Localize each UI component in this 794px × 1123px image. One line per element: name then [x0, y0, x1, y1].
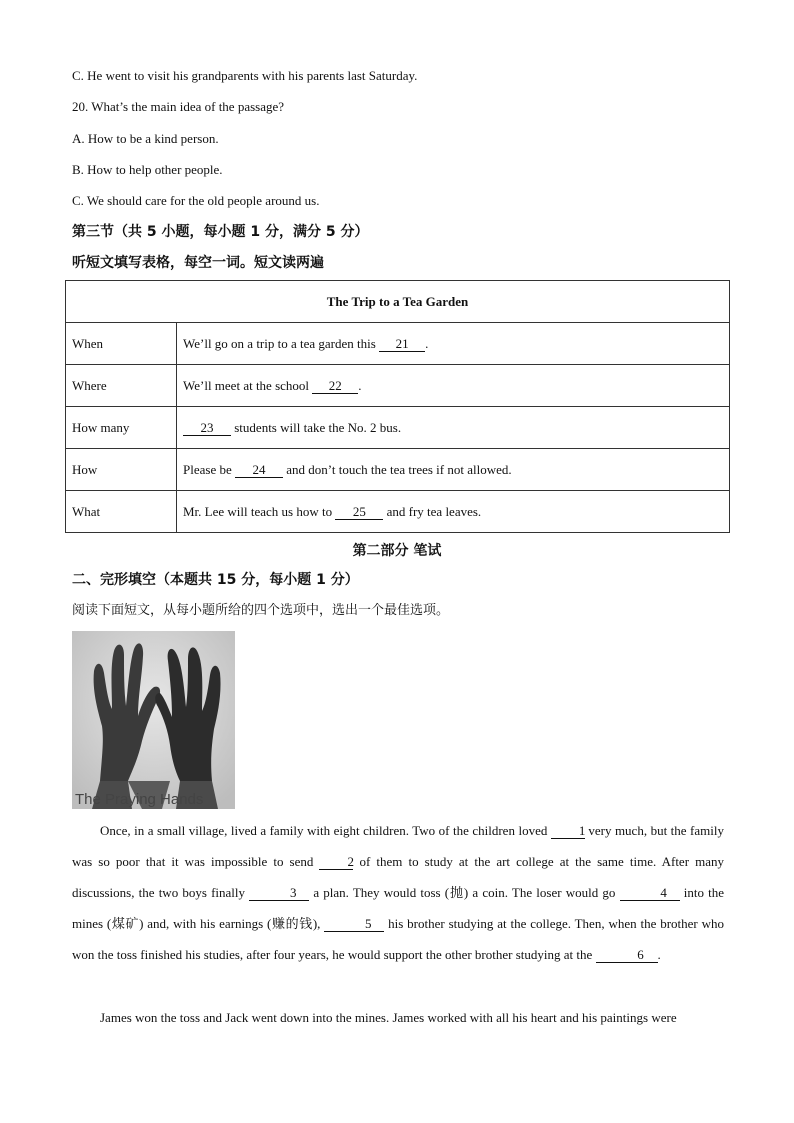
row-text-before: We’ll go on a trip to a tea garden this	[183, 335, 380, 351]
passage-text: James won the toss and Jack went down into the mines. James worked with all his heart and his paintings were	[100, 1010, 677, 1025]
praying-hands-icon	[72, 631, 235, 809]
passage-text: a plan. They would toss (抛) a coin. The loser would go	[309, 885, 620, 900]
blank-6[interactable]: 6	[596, 948, 658, 963]
row-text-after: and fry tea leaves.	[383, 503, 482, 519]
section3-instruction: 听短文填写表格，每空一词。短文读两遍	[72, 255, 324, 271]
row-text-before: We’ll meet at the school	[183, 377, 313, 393]
blank-24[interactable]: 24	[235, 463, 283, 478]
blank-2[interactable]: 2	[319, 855, 353, 870]
blank-23[interactable]: 23	[183, 421, 231, 436]
row-label: When	[66, 323, 177, 365]
row-label: How	[66, 449, 177, 491]
table-title: The Trip to a Tea Garden	[66, 281, 730, 323]
row-text-before: Please be	[183, 461, 235, 477]
row-text-after: students will take the No. 2 bus.	[231, 419, 402, 435]
passage-text: of them to study at the art college at the same time. After many discussions, the two boys finally	[72, 854, 724, 900]
blank-1[interactable]: 1	[551, 824, 585, 839]
blank-22[interactable]: 22	[312, 379, 358, 394]
passage-text: very much, but the family was so poor that it was impossible to send	[72, 823, 724, 869]
passage-text: .	[657, 947, 661, 962]
table-row	[66, 365, 730, 407]
figure-caption: The Praying Hands	[75, 791, 204, 808]
row-content	[177, 323, 730, 365]
row-label: What	[66, 491, 177, 533]
tea-garden-table	[65, 280, 730, 533]
option-c-q19: C. He went to visit his grandparents with his parents last Saturday.	[72, 68, 418, 83]
passage-text: Once, in a small village, lived a family with eight children. Two of the children loved	[100, 823, 551, 838]
table-title-row	[66, 281, 730, 323]
row-label: How many	[66, 407, 177, 449]
blank-25[interactable]: 25	[335, 505, 383, 520]
blank-4[interactable]: 4	[620, 886, 680, 901]
row-content	[177, 407, 730, 449]
blank-21[interactable]: 21	[379, 337, 425, 352]
blank-5[interactable]: 5	[324, 917, 384, 932]
table-row	[66, 407, 730, 449]
row-text-after: .	[425, 335, 429, 351]
blank-3[interactable]: 3	[249, 886, 309, 901]
question-20: 20. What’s the main idea of the passage?	[72, 99, 285, 114]
row-text-after: and don’t touch the tea trees if not allowed.	[282, 461, 512, 477]
table-row	[66, 449, 730, 491]
option-a-q20: A. How to be a kind person.	[72, 131, 219, 146]
passage-text: into the mines (煤矿) and, with his earnings (赚的钱),	[72, 885, 724, 931]
section3-heading: 第三节（共 5 小题，每小题 1 分，满分 5 分）	[72, 224, 369, 240]
cloze-instruction: 阅读下面短文，从每小题所给的四个选项中，选出一个最佳选项。	[72, 603, 450, 618]
option-b-q20: B. How to help other people.	[72, 162, 223, 177]
row-label: Where	[66, 365, 177, 407]
praying-hands-image	[72, 631, 235, 809]
row-text-after: .	[358, 377, 362, 393]
table-row	[66, 323, 730, 365]
row-content	[177, 491, 730, 533]
passage-text: his brother studying at the college. Then, when the brother who won the toss finished his studies, after four years, he would support the other brother studying at the	[72, 916, 724, 962]
passage-paragraph-1	[72, 815, 724, 970]
row-text-before: Mr. Lee will teach us how to	[183, 503, 336, 519]
passage-paragraph-2	[72, 1002, 724, 1033]
row-content	[177, 365, 730, 407]
table-row	[66, 491, 730, 533]
row-content	[177, 449, 730, 491]
cloze-heading: 二、完形填空（本题共 15 分，每小题 1 分）	[72, 572, 359, 588]
option-c-q20: C. We should care for the old people around us.	[72, 193, 320, 208]
part2-title: 第二部分 笔试	[352, 543, 442, 559]
